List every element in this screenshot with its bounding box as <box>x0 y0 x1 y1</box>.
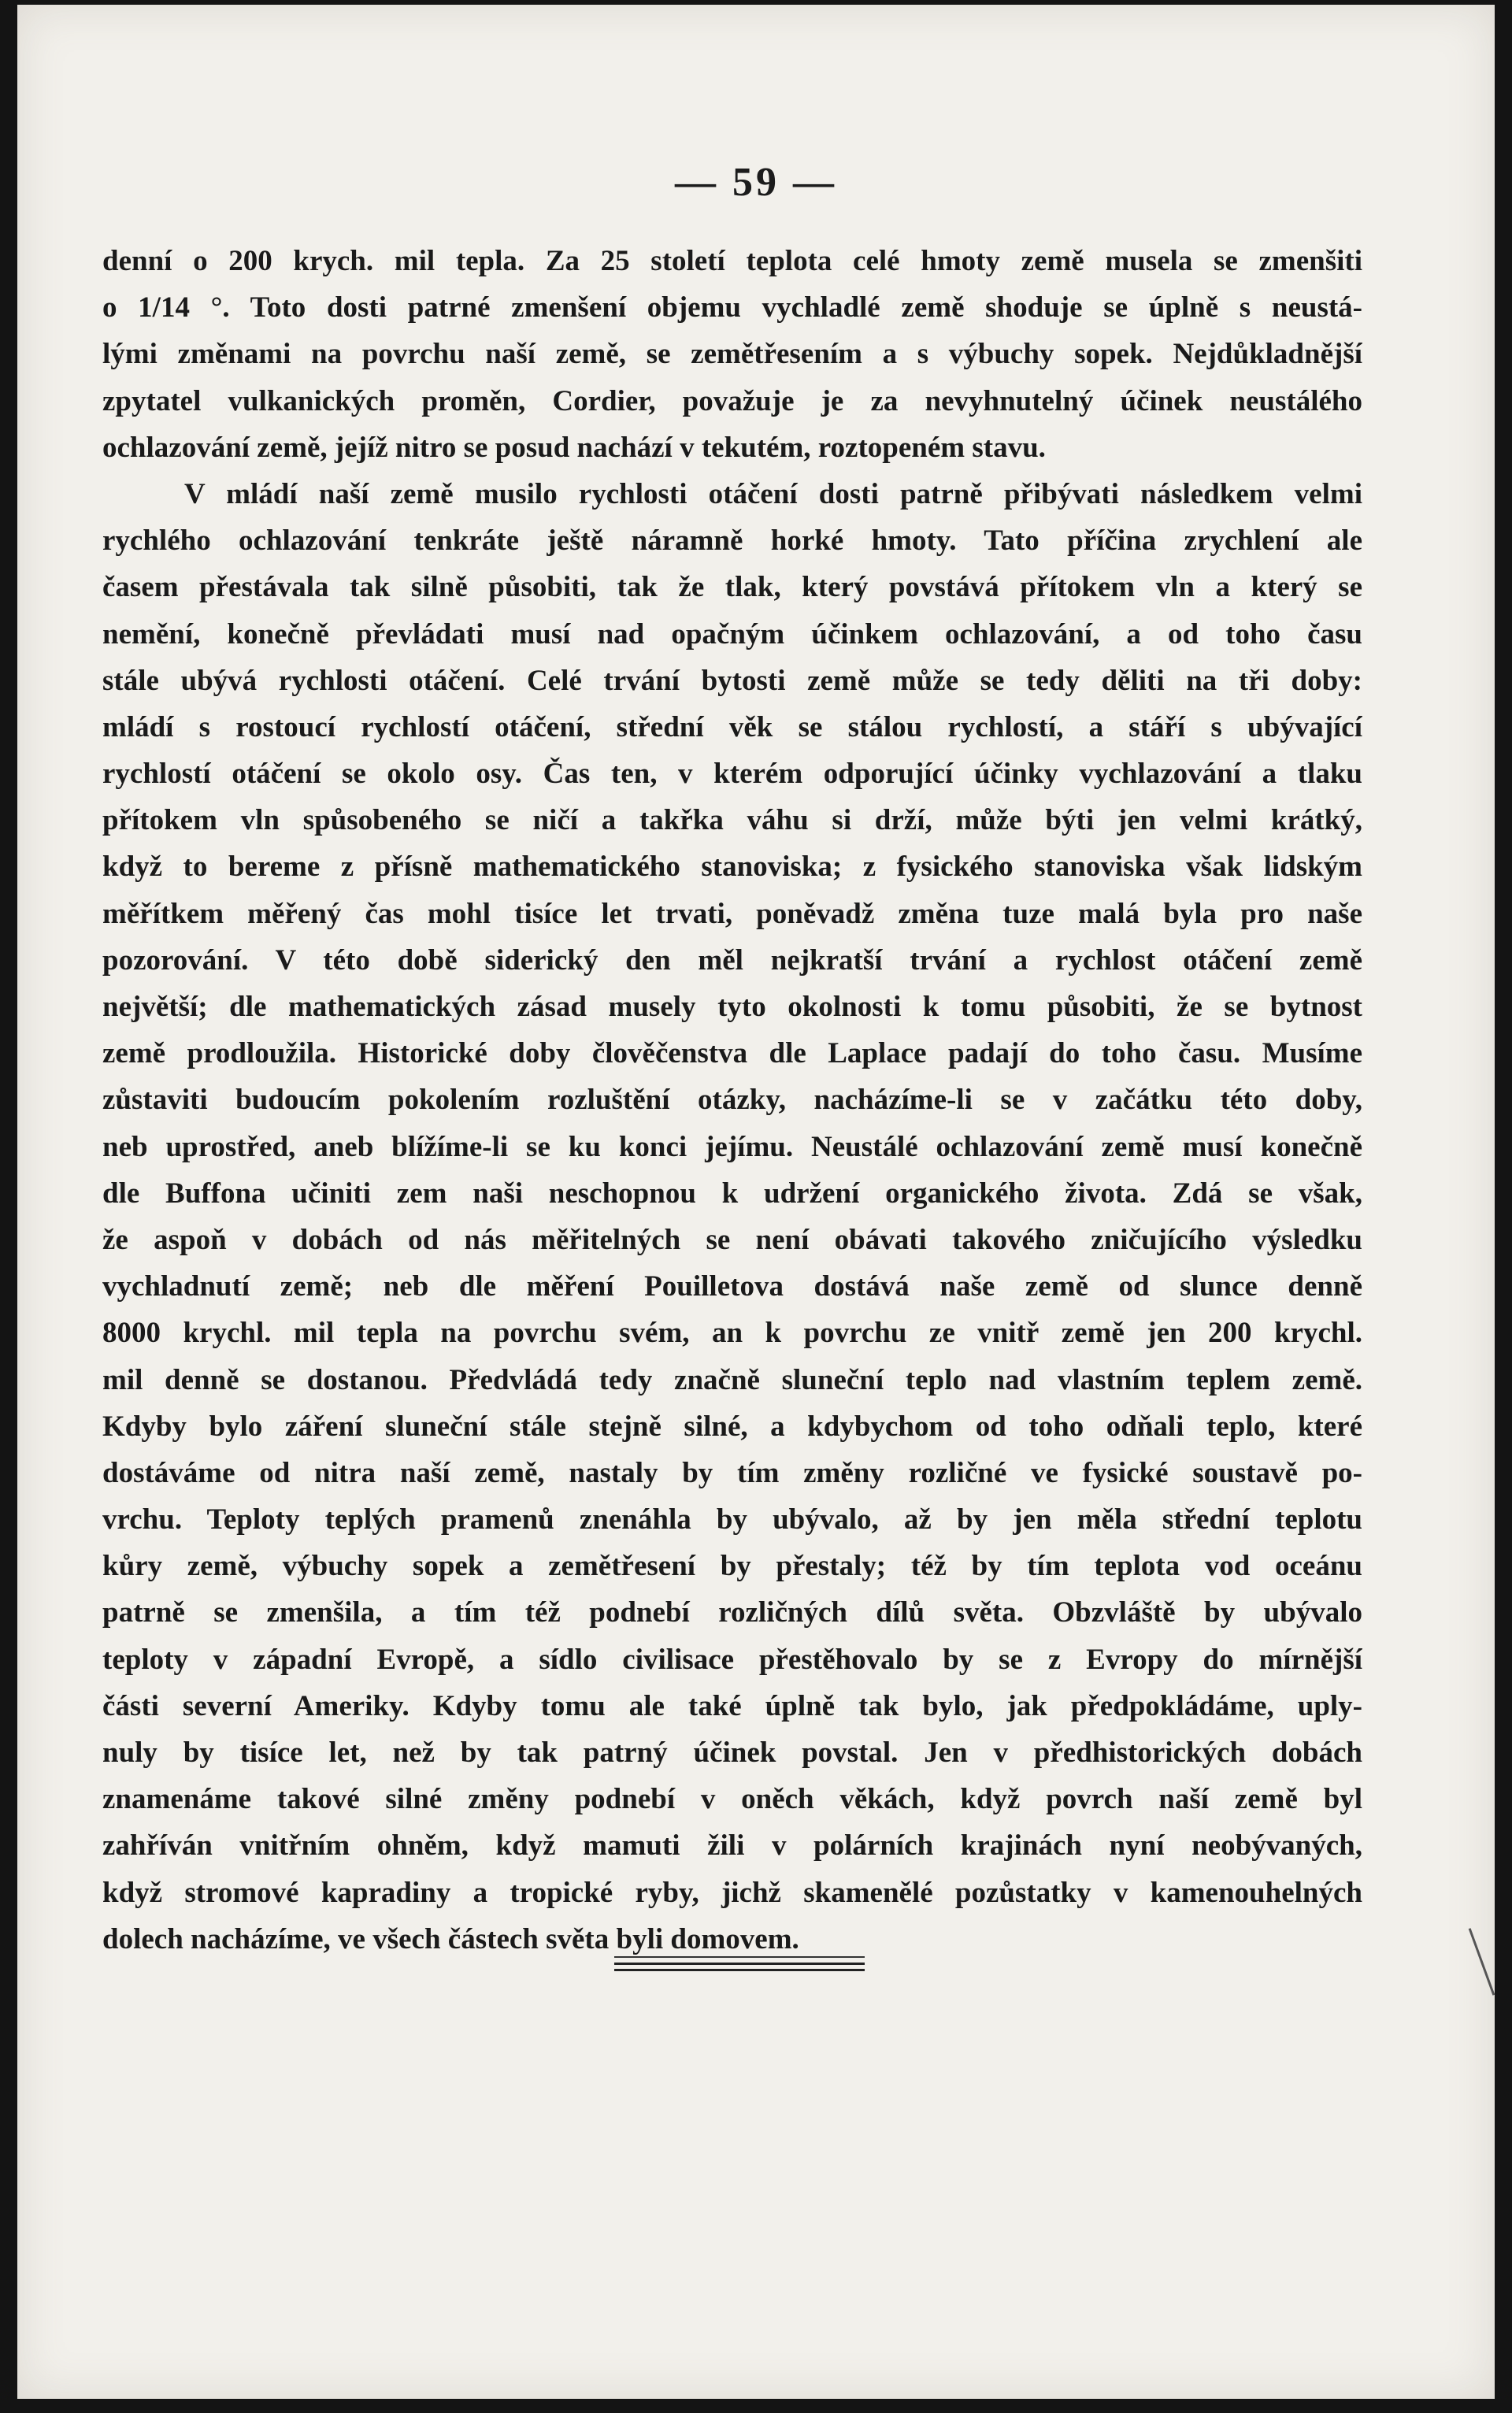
text-line: dolech nacházíme, ve všech částech světa byli domovem. <box>102 1922 799 1955</box>
text-line: 8000 krychl. mil tepla na povrchu svém, an k povrchu ze vnitř země jen 200 krychl. <box>102 1317 1362 1350</box>
text-line: rychlého ochlazování tenkráte ještě náramně horké hmoty. Tato příčina zrychlení ale <box>102 524 1362 558</box>
text-line: znamenáme takové silné změny podnebí v oněch věkách, když povrch naší země byl <box>102 1783 1362 1816</box>
body-text <box>102 238 1362 1963</box>
text-line: země prodloužila. Historické doby člověčenstva dle Laplace padají do toho času. Musíme <box>102 1037 1362 1070</box>
text-line: mládí s rostoucí rychlostí otáčení, střední věk se stálou rychlostí, a stáří s ubývající <box>102 710 1362 743</box>
text-line: zpytatel vulkanických proměn, Cordier, považuje je za nevyhnutelný účinek neustálého <box>102 384 1362 417</box>
text-line: neb uprostřed, aneb blížíme-li se ku konci jejímu. Neustálé ochlazování země musí konečně <box>102 1130 1362 1163</box>
text-line: vrchu. Teploty teplých pramenů znenáhla by ubývalo, až by jen měla střední teplotu <box>102 1503 1362 1536</box>
text-line: ochlazování země, jejíž nitro se posud nachází v tekutém, roztopeném stavu. <box>102 431 1046 464</box>
book-page <box>17 5 1495 2399</box>
text-line: denní o 200 krych. mil tepla. Za 25 století teplota celé hmoty země musela se zmenšiti <box>102 245 1362 277</box>
text-line: měřítkem měřený čas mohl tisíce let trvati, poněvadž změna tuze malá byla pro naše <box>102 897 1362 930</box>
text-line: nuly by tisíce let, než by tak patrný účinek povstal. Jen v předhistorických dobách <box>102 1737 1362 1769</box>
text-line: Kdyby bylo záření sluneční stále stejně silné, a kdybychom od toho odňali teplo, které <box>102 1410 1362 1443</box>
text-line: že aspoň v dobách od nás měřitelných se není obávati takového zničujícího výsledku <box>102 1223 1362 1256</box>
edge-mark <box>1469 1928 1495 1996</box>
text-line: vychladnutí země; neb dle měření Pouilletova dostává naše země od slunce denně <box>102 1270 1362 1303</box>
text-line: když stromové kapradiny a tropické ryby, jichž skamenělé pozůstatky v kamenouhelných <box>102 1876 1362 1909</box>
text-line: časem přestávala tak silně působiti, tak že tlak, který povstává přítokem vln a který se <box>102 571 1362 604</box>
text-line: zůstaviti budoucím pokolením rozluštění otázky, nacházíme-li se v začátku této doby, <box>102 1084 1362 1117</box>
text-line: nemění, konečně převládati musí nad opačným účinkem ochlazování, a od toho času <box>102 617 1362 651</box>
text-line: teploty v západní Evropě, a sídlo civilisace přestěhovalo by se z Evropy do mírnější <box>102 1643 1362 1676</box>
text-line: když to bereme z přísně mathematického stanoviska; z fysického stanoviska však lidským <box>102 851 1362 884</box>
text-line: mil denně se dostanou. Předvládá tedy značně sluneční teplo nad vlastním teplem země. <box>102 1363 1362 1396</box>
text-line: zahříván vnitřním ohněm, když mamuti žili v polárních krajinách nyní neobývaných, <box>102 1829 1362 1863</box>
text-line: dle Buffona učiniti zem naši neschopnou k udržení organického života. Zdá se však, <box>102 1177 1362 1210</box>
text-line: patrně se zmenšila, a tím též podnebí rozličných dílů světa. Obzvláště by ubývalo <box>102 1596 1362 1629</box>
page-number: — 59 — <box>675 160 837 205</box>
closing-rule-top <box>614 1956 865 1958</box>
text-line: V mládí naší země musilo rychlosti otáčení dosti patrně přibývati následkem velmi <box>184 477 1362 510</box>
text-line: lými změnami na povrchu naší země, se zemětřesením a s výbuchy sopek. Nejdůkladnější <box>102 338 1362 371</box>
text-line: o 1/14 °. Toto dosti patrné zmenšení objemu vychladlé země shoduje se úplně s neustá- <box>102 291 1362 324</box>
text-line: přítokem vln spůsobeného se ničí a takřka váhu si drží, může býti jen velmi krátký, <box>102 804 1362 837</box>
text-line: stále ubývá rychlosti otáčení. Celé trvání bytosti země může se tedy děliti na tři doby: <box>102 664 1362 697</box>
text-line: kůry země, výbuchy sopek a zemětřesení by přestaly; též by tím teplota vod oceánu <box>102 1550 1362 1583</box>
text-line: největší; dle mathematických zásad musely tyto okolnosti k tomu působiti, že se bytnost <box>102 991 1362 1023</box>
closing-rule <box>614 1963 865 1971</box>
text-line: pozorování. V této době siderický den měl nejkratší trvání a rychlost otáčení země <box>102 943 1362 977</box>
text-line: rychlostí otáčení se okolo osy. Čas ten, v kterém odporující účinky vychlazování a tlaku <box>102 758 1362 791</box>
text-line: dostáváme od nitra naší země, nastaly by tím změny rozličné ve fysické soustavě po- <box>102 1456 1362 1489</box>
text-line: části severní Ameriky. Kdyby tomu ale také úplně tak bylo, jak předpokládáme, uply- <box>102 1689 1362 1722</box>
